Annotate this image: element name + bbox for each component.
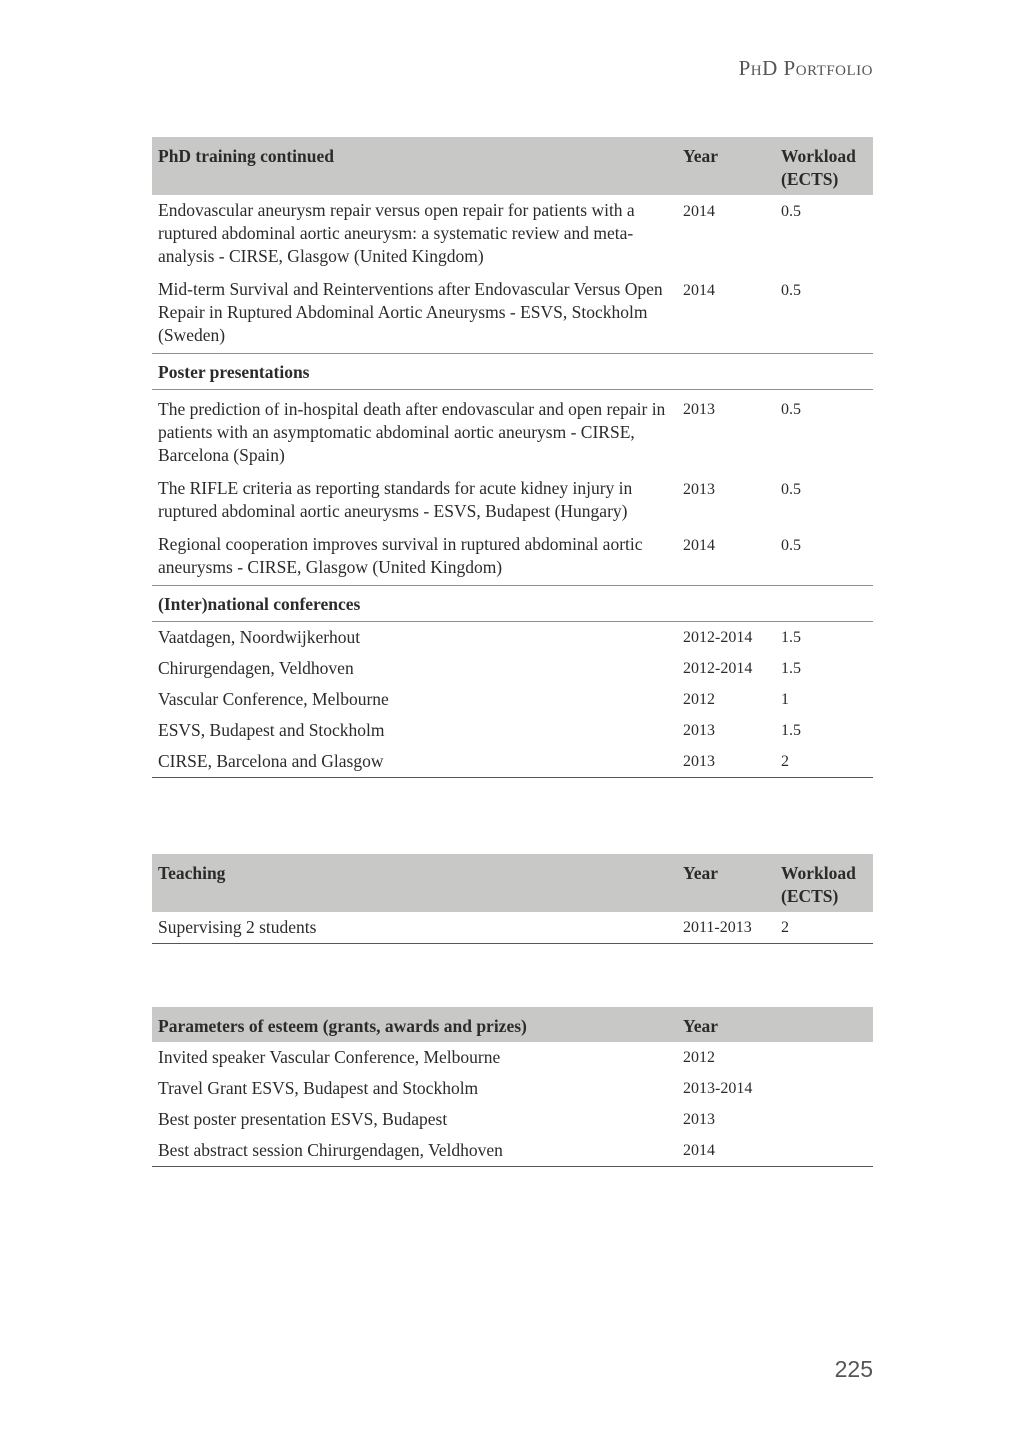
column-header-esteem: Parameters of esteem (grants, awards and prizes) — [152, 1007, 677, 1042]
table-row — [152, 473, 873, 529]
teaching-table — [152, 854, 873, 944]
table-row — [152, 529, 873, 586]
row-year: 2013-2014 — [683, 1080, 753, 1097]
table-row — [152, 390, 873, 474]
table-row — [152, 195, 873, 274]
row-title: Mid-term Survival and Reinterventions after Endovascular Versus Open Repair in Ruptured Abdominal Aortic Aneurysms - ESVS, Stockholm (Sweden) — [158, 279, 663, 345]
section-row — [152, 586, 873, 622]
column-header-empty — [775, 1007, 873, 1042]
table-row — [152, 684, 873, 715]
column-header-year: Year — [677, 854, 775, 912]
row-title: Chirurgendagen, Veldhoven — [158, 658, 354, 678]
column-header-workload: Workload (ECTS) — [775, 854, 873, 912]
row-year: 2011-2013 — [677, 912, 775, 944]
table-row — [152, 1135, 873, 1167]
row-empty — [775, 1042, 873, 1073]
row-ects: 2 — [775, 746, 873, 778]
row-title: The RIFLE criteria as reporting standards for acute kidney injury in ruptured abdominal aortic aneurysms - ESVS, Budapest (Hungary) — [158, 478, 633, 521]
table-row — [152, 746, 873, 778]
column-header-year: Year — [677, 137, 775, 195]
table-row — [152, 622, 873, 654]
row-year: 2012 — [683, 691, 715, 708]
row-title: Supervising 2 students — [152, 912, 677, 944]
table-row — [152, 715, 873, 746]
row-title: Vaatdagen, Noordwijkerhout — [158, 627, 361, 647]
row-ects: 2 — [775, 912, 873, 944]
row-title: Endovascular aneurysm repair versus open repair for patients with a ruptured abdominal aortic aneurysm: a systematic review and meta-analysis - CIRSE, Glasgow (United Kingdom) — [158, 200, 635, 266]
section-row — [152, 354, 873, 390]
row-title: Vascular Conference, Melbourne — [158, 689, 389, 709]
row-year: 2014 — [683, 537, 715, 554]
row-ects: 0.5 — [781, 537, 801, 554]
row-empty — [775, 1135, 873, 1167]
row-title: Travel Grant ESVS, Budapest and Stockholm — [158, 1078, 479, 1098]
row-title: The prediction of in-hospital death after endovascular and open repair in patients with an asymptomatic abdominal aortic aneurysm - CIRSE, Barcelona (Spain) — [158, 399, 666, 465]
row-ects: 1.5 — [781, 660, 801, 677]
row-year: 2012-2014 — [683, 660, 753, 677]
phd-training-table — [152, 137, 873, 778]
page-number: 225 — [834, 1356, 873, 1382]
row-year: 2013 — [677, 746, 775, 778]
table-header-row — [152, 854, 873, 912]
row-year: 2013 — [683, 401, 715, 418]
row-empty — [775, 1104, 873, 1135]
row-year: 2012 — [683, 1049, 715, 1066]
column-header-year: Year — [677, 1007, 775, 1042]
row-year: 2013 — [683, 722, 715, 739]
row-title: ESVS, Budapest and Stockholm — [158, 720, 385, 740]
row-ects: 0.5 — [781, 203, 801, 220]
row-title: Best poster presentation ESVS, Budapest — [158, 1109, 448, 1129]
row-title: CIRSE, Barcelona and Glasgow — [152, 746, 677, 778]
table-row — [152, 1042, 873, 1073]
row-year: 2014 — [677, 1135, 775, 1167]
esteem-table — [152, 1007, 873, 1167]
row-year: 2014 — [683, 282, 715, 299]
row-title: Invited speaker Vascular Conference, Melbourne — [158, 1047, 501, 1067]
table-row — [152, 1073, 873, 1104]
column-header-teaching: Teaching — [152, 854, 677, 912]
row-ects: 0.5 — [781, 282, 801, 299]
row-ects: 1.5 — [781, 629, 801, 646]
row-title: Regional cooperation improves survival in ruptured abdominal aortic aneurysms - CIRSE, Glasgow (United Kingdom) — [158, 534, 643, 577]
row-ects: 1.5 — [781, 722, 801, 739]
row-year: 2013 — [683, 1111, 715, 1128]
table-row — [152, 912, 873, 944]
section-heading-conferences: (Inter)national conferences — [152, 586, 873, 622]
section-heading-poster: Poster presentations — [152, 354, 873, 390]
row-empty — [775, 1073, 873, 1104]
row-title: Best abstract session Chirurgendagen, Veldhoven — [152, 1135, 677, 1167]
row-ects: 0.5 — [781, 481, 801, 498]
row-ects: 0.5 — [781, 401, 801, 418]
row-year: 2013 — [683, 481, 715, 498]
column-header-activity: PhD training continued — [152, 137, 677, 195]
table-row — [152, 653, 873, 684]
table-header-row — [152, 137, 873, 195]
row-year: 2014 — [683, 203, 715, 220]
table-header-row — [152, 1007, 873, 1042]
running-header: PhD Portfolio — [738, 56, 873, 80]
row-ects: 1 — [781, 691, 789, 708]
table-row — [152, 274, 873, 354]
column-header-workload: Workload (ECTS) — [775, 137, 873, 195]
table-row — [152, 1104, 873, 1135]
row-year: 2012-2014 — [683, 629, 753, 646]
